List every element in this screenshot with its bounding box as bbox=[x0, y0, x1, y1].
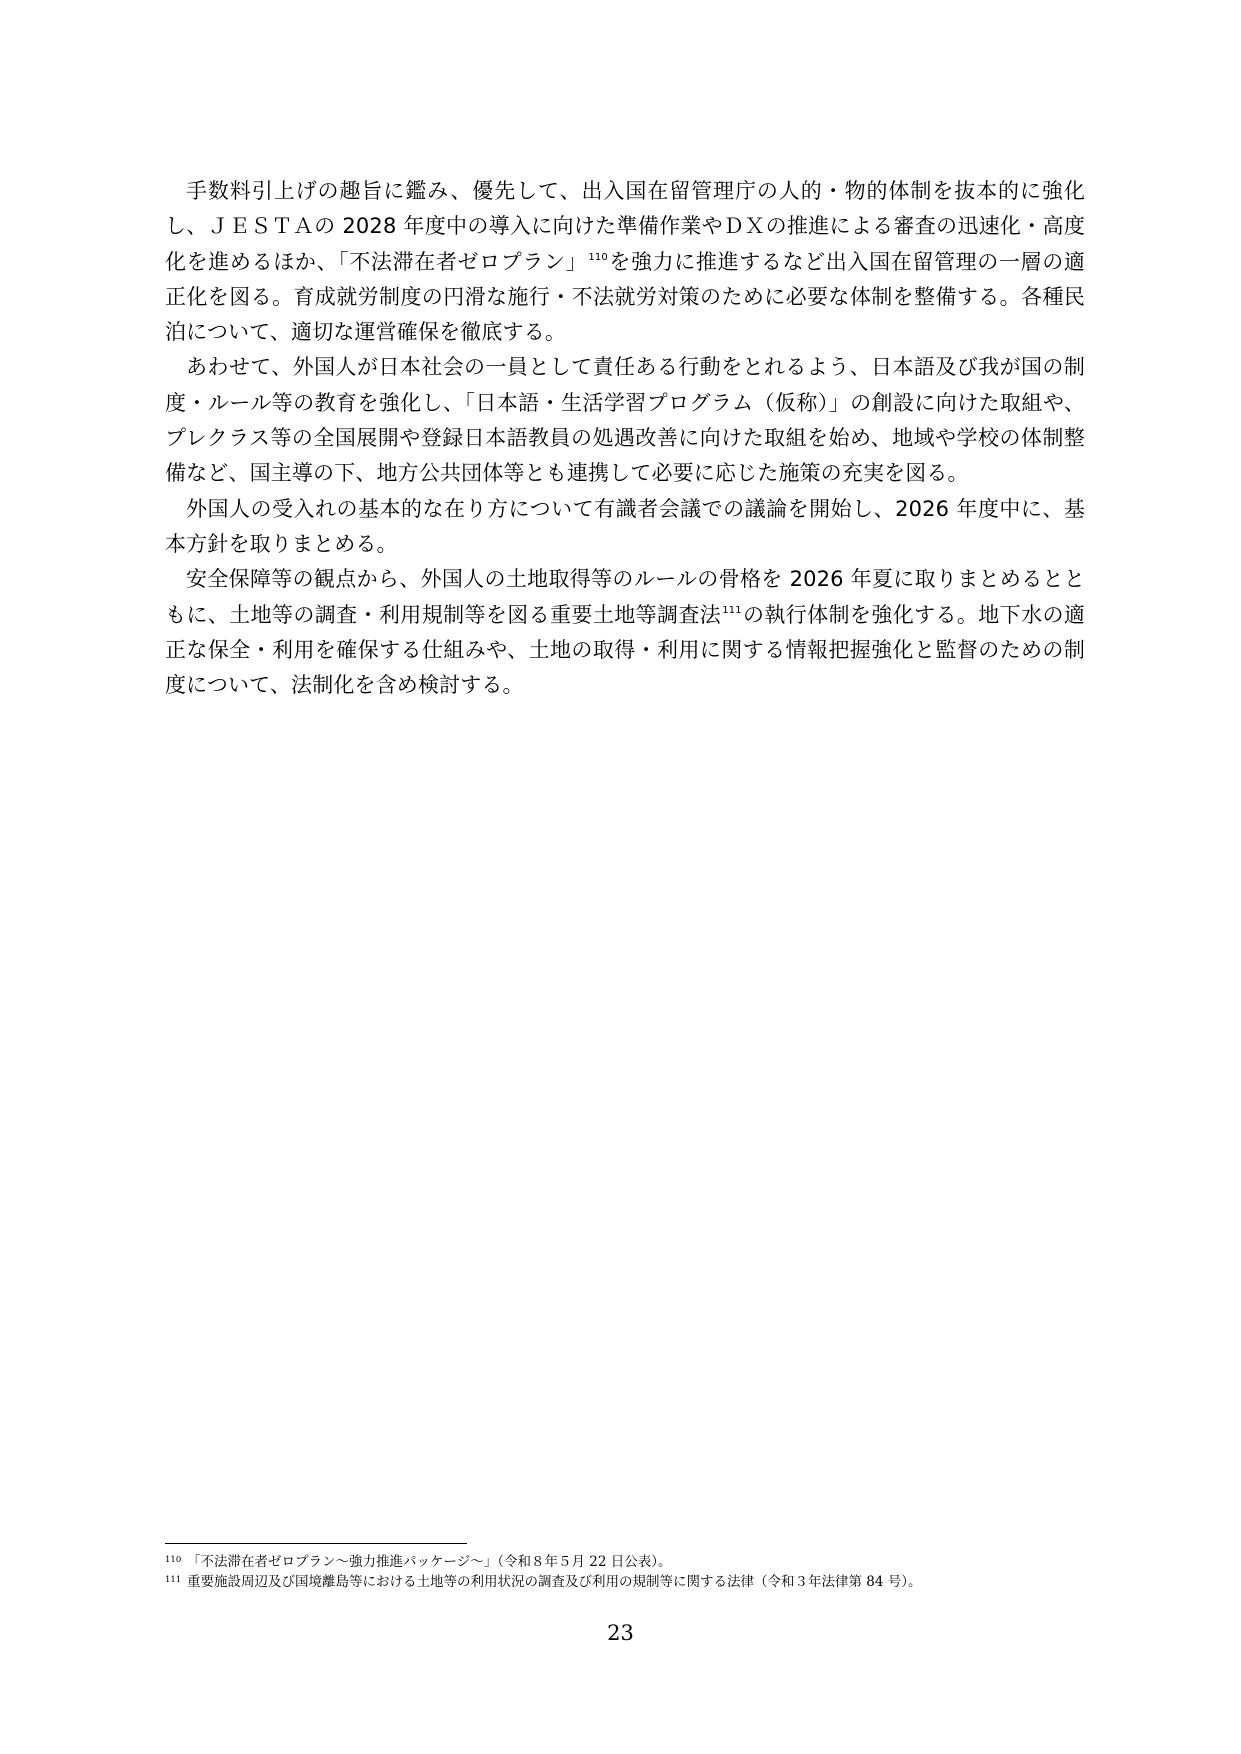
paragraph-immigration-control bbox=[165, 174, 1085, 350]
footnote-ref-110[interactable]: 110 bbox=[588, 251, 608, 263]
paragraph-text: を強力に推進するなど出入国在留管理の一層の適正化を図る。育成就労制度の円滑な施行・不法就労対策のために必要な体制を整備する。各種民泊について、適切な運営確保を徹底する。 bbox=[165, 249, 1085, 345]
paragraph-land-acquisition bbox=[165, 562, 1085, 703]
footnotes bbox=[165, 1551, 1095, 1591]
page-number: 23 bbox=[607, 1621, 634, 1645]
paragraph-japanese-education: あわせて、外国人が日本社会の一員として責任ある行動をとれるよう、日本語及び我が国の制度・ルール等の教育を強化し、「日本語・生活学習プログラム（仮称）」の創設に向けた取組や、プレクラス等の全国展開や登録日本語教員の処遇改善に向けた取組を始め、地域や学校の体制整備など、国主導の下、地方公共団体等とも連携して必要に応じた施策の充実を図る。 bbox=[165, 355, 1085, 486]
footnote-text: 重要施設周辺及び国境離島等における土地等の利用状況の調査及び利用の規制等に関する法律（令和３年法律第 84 号）。 bbox=[187, 1574, 922, 1590]
paragraph-text: 手数料引上げの趣旨に鑑み、優先して、出入国在留管理庁の人的・物的体制を抜本的に強化し、ＪＥＳＴＡの 2028 年度中の導入に向けた準備作業やＤＸの推進による審査の迅速化・高度化を進めるほか、「不法滞在者ゼロプラン」 bbox=[165, 179, 1085, 274]
footnote-number: 111 bbox=[165, 1575, 182, 1585]
footnote-text: 「不法滞在者ゼロプラン～強力推進パッケージ～」（令和８年５月 22 日公表）。 bbox=[187, 1554, 672, 1570]
body-text bbox=[165, 174, 1085, 703]
paragraph-text: の執行体制を強化する。地下水の適正な保全・利用を確保する仕組みや、土地の取得・利用に関する情報把握強化と監督のための制度について、法制化を含め検討する。 bbox=[165, 602, 1085, 698]
footnote-number: 110 bbox=[165, 1555, 182, 1565]
paragraph-text: 安全保障等の観点から、外国人の土地取得等のルールの骨格を 2026 年夏に取りまとめるとともに、土地等の調査・利用規制等を図る重要土地等調査法 bbox=[165, 567, 1085, 627]
footnote-ref-111[interactable]: 111 bbox=[722, 604, 742, 616]
footnote-divider bbox=[165, 1543, 467, 1544]
footnote-111 bbox=[165, 1571, 1095, 1591]
paragraph-basic-policy: 外国人の受入れの基本的な在り方について有識者会議での議論を開始し、2026 年度中に、基本方針を取りまとめる。 bbox=[165, 496, 1085, 556]
footnote-110 bbox=[165, 1551, 1095, 1571]
